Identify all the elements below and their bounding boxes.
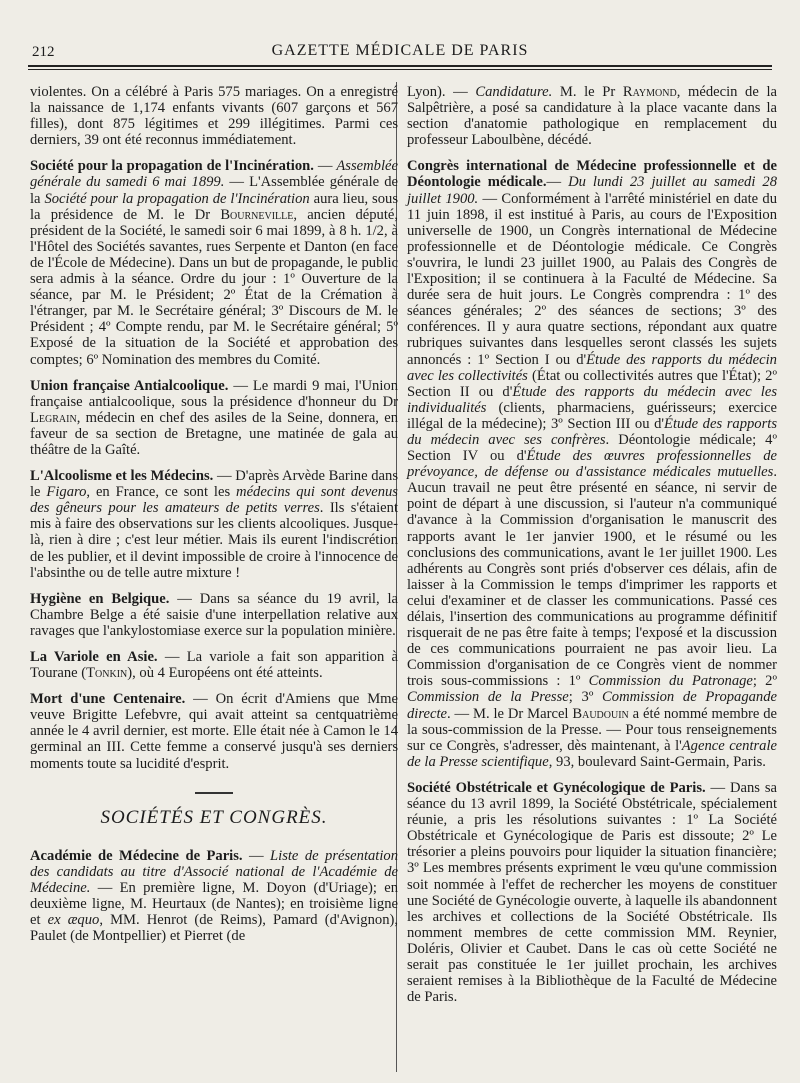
right-column xyxy=(407,84,777,1015)
header-rule xyxy=(28,65,772,67)
paragraph-candidature: Lyon). — Candidature. M. le Pr Raymond, médecin de la Salpêtrière, a posé sa candidature à la place vacante dans la section d'anatomie pathologique en remplacement du professeur Laboulbène, décédé. xyxy=(407,84,777,149)
left-column xyxy=(30,84,398,954)
article-title: Société Obstétricale et Gynécologique de Paris. xyxy=(407,779,706,796)
person-name: Legrain xyxy=(30,409,77,426)
article-subtitle: Liste de présentation des candidats au titre d'Associé national de l'Académie de Médecine. xyxy=(30,847,399,897)
article-title: Société pour la propagation de l'Incinération. xyxy=(30,158,314,175)
person-name: Bourneville xyxy=(220,206,294,223)
article-subtitle: Assemblée générale du samedi 6 mai 1899. xyxy=(30,158,398,191)
section-heading: SOCIÉTÉS ET CONGRÈS. xyxy=(100,806,328,828)
article-title: Congrès international de Médecine professionnelle et de Déontologie médicale. xyxy=(407,158,777,191)
place-name: Tonkin xyxy=(86,665,128,682)
page-number: 212 xyxy=(32,44,55,60)
paragraph-births: violentes. On a célébré à Paris 575 mariages. On a enregistré la naissance de 1,174 enfants vivants (607 garçons et 567 filles), dont 875 légitimes et 299 illégitimes. Parmi ces derniers, 39 ont été reconnus immédiatement. xyxy=(30,84,398,149)
article-title: Union française Antialcoolique. xyxy=(30,377,229,394)
article-title: Académie de Médecine de Paris. xyxy=(30,847,243,864)
header-rule-thin xyxy=(28,69,772,70)
article-title: Mort d'une Centenaire. xyxy=(30,691,186,708)
page-header xyxy=(28,38,772,72)
article-alcoolisme: L'Alcoolisme et les Médecins. — D'après Arvède Barine dans le Figaro, en France, ce sont les médecins qui sont devenus des gêneurs pour les amateurs de petits verres. Ils s'étaient mis à faire des observations sur les clients alcooliques. Jusque-là, rien à dire ; c'est leur métier. Mais ils eurent l'indiscrétion de les publier, et il devint impossible de croire à l'innocence de l'absinthe ou de telle autre mixture ! xyxy=(30,468,398,581)
article-subtitle: Du lundi 23 juillet au samedi 28 juillet 1900. xyxy=(407,174,777,207)
article-title: L'Alcoolisme et les Médecins. xyxy=(30,468,214,485)
article-academie: Académie de Médecine de Paris. — Liste de présentation des candidats au titre d'Associé national de l'Académie de Médecine. — En première ligne, M. Doyon (d'Uriage); en deuxième ligne, M. Heurtaux (de Nantes); en troisième ligne et ex æquo, MM. Henrot (de Reims), Pamard (d'Avignon), Paulet (de Montpellier) et Pierret (de xyxy=(30,847,399,945)
running-title: GAZETTE MÉDICALE DE PARIS xyxy=(271,42,529,59)
article-union-antialcoolique: Union française Antialcoolique. — Le mardi 9 mai, l'Union française antialcoolique, sous la présidence d'honneur du Dr Legrain, médecin en chef des asiles de la Seine, donnera, en faveur de sa section de Bretagne, une matinée de gala au théâtre de la Gaîté. xyxy=(30,377,399,458)
person-name: Raymond xyxy=(622,84,677,100)
article-incineration: Société pour la propagation de l'Incinération. — Assemblée générale du samedi 6 mai 1899. — L'Assemblée générale de la Société pour la propagation de l'Incinération aura lieu, sous la présidence de M. le Dr Bourneville, ancien député, président de la Société, le samedi soir 6 mai 1899, à 8 h. 1/2, à l'Hôtel des Sociétés savantes, rues Serpente et Danton (en face de l'École de Médecine). Dans un but de propagande, le public sera admis à la séance. Ordre du jour : 1º Ouverture de la séance, par M. le Président; 2º État de la Crémation à l'étranger, par M. le Secrétaire général; 3º Discours de M. le Président ; 4º Compte rendu, par M. le Secrétaire général; 5º Exposé de la situation de la Société et approbation des comptes; 6º Nomination des membres du Comité. xyxy=(30,158,399,368)
article-variole-asie: La Variole en Asie. — La variole a fait son apparition à Tourane (Tonkin), où 4 Européens ont été atteints. xyxy=(30,649,398,682)
article-societe-obstetricale: Société Obstétricale et Gynécologique de Paris. — Dans sa séance du 13 avril 1899, la Société Obstétricale, spécialement réunie, a pris les résolutions suivantes : 1º La Société Obstétricale et Gynécologique de Paris est dissoute; 2º Le trésorier a pleins pouvoirs pour liquider la situation financière; 3º Les membres présents expriment le vœu qu'une commission soit nommée à l'effet de rechercher les moyens de constituer une Société de Gynécologie ouverte, à laquelle ils abandonnent les archives et collections de la Société Obstétricale. Ils nomment membres de cette commission MM. Reynier, Doléris, Olivier et Caubet. Dans le cas où cette Société ne serait pas constituée le 1er juillet prochain, les archives seraient remises à la Bibliothèque de la Faculté de Médecine de Paris. xyxy=(407,779,777,1006)
article-title: La Variole en Asie. xyxy=(30,649,158,665)
article-congres-international: Congrès international de Médecine professionnelle et de Déontologie médicale.— Du lundi 23 juillet au samedi 28 juillet 1900. — Conformément à l'arrêté ministériel en date du 11 juin 1898, il est institué à Paris, au cours de l'Exposition universelle de 1900, un Congrès international de Médecine professionnelle et de Déontologie médicale. Ce Congrès s'ouvrira, le lundi 23 juillet 1900, au Palais des Congrès de l'Exposition; il se continuera à la Faculté de Médecine. Sa durée sera de huit jours. Le Congrès comprendra : 1º des séances générales; 2º des séances de sections; 3º des conférences. Il y aura quatre sections, répondant aux quatre rubriques suivantes dans lesquelles seront classés les sujets annoncés : 1º Section I ou d'Étude des rapports du médecin avec les collectivités (État ou collectivités autres que l'État); 2º Section II ou d'Étude des rapports du médecin avec les individualités (clients, pharmaciens, guérisseurs; exercice illégal de la médecine); 3º Section III ou d'Étude des rapports du médecin avec ses confrères. Déontologie médicale; 4º Section IV ou d'Étude des œuvres professionnelles de prévoyance, de défense ou d'assistance médicales mutuelles. Aucun travail ne peut être présenté en séance, ni servir de point de départ à une discussion, si l'auteur n'a communiqué d'avance à la Commission d'organisation le manuscrit des rapports avant le 1er janvier 1900, et le résumé ou les conclusions des communications, avant le 1er juillet 1900. Les adhérents au Congrès sont priés d'observer ces délais, afin de laisser à la Commission le temps d'imprimer les rapports et celui d'examiner et de classer les communications. Passé ces délais, l'insertion des communications au programme définitif risquerait de ne pas être faite à temps; l'exposé et la discussion de ces communications pourraient ne pas avoir lieu. La Commission d'organisation de ce Congrès vient de nommer trois sous-commissions : 1º Commission du Patronage; 2º Commission de la Presse; 3º Commission de Propagande directe. — M. le Dr Marcel Baudouin a été nommé membre de la sous-commission de la Presse. — Pour tous renseignements sur ce Congrès, s'adresser, dès maintenant, à l'Agence centrale de la Presse scientifique, 93, boulevard Saint-Germain, Paris. xyxy=(407,158,778,770)
article-hygiene-belgique: Hygiène en Belgique. — Dans sa séance du 19 avril, la Chambre Belge a été saisie d'une interpellation relative aux ravages que l'ankylostomiase exerce sur la population minière. xyxy=(30,590,398,639)
article-title: Hygiène en Belgique. xyxy=(30,590,170,607)
article-centenaire: Mort d'une Centenaire. — On écrit d'Amiens que Mme veuve Brigitte Lefebvre, qui avait atteint sa centquatrième année le 4 avril dernier, est morte. Elle était née à Camon le 14 germinal an III. Cette femme a conservé jusqu'à ses derniers moments toute sa lucidité d'esprit. xyxy=(30,691,398,772)
section-ornament xyxy=(30,782,398,798)
person-name: Baudouin xyxy=(572,705,629,722)
